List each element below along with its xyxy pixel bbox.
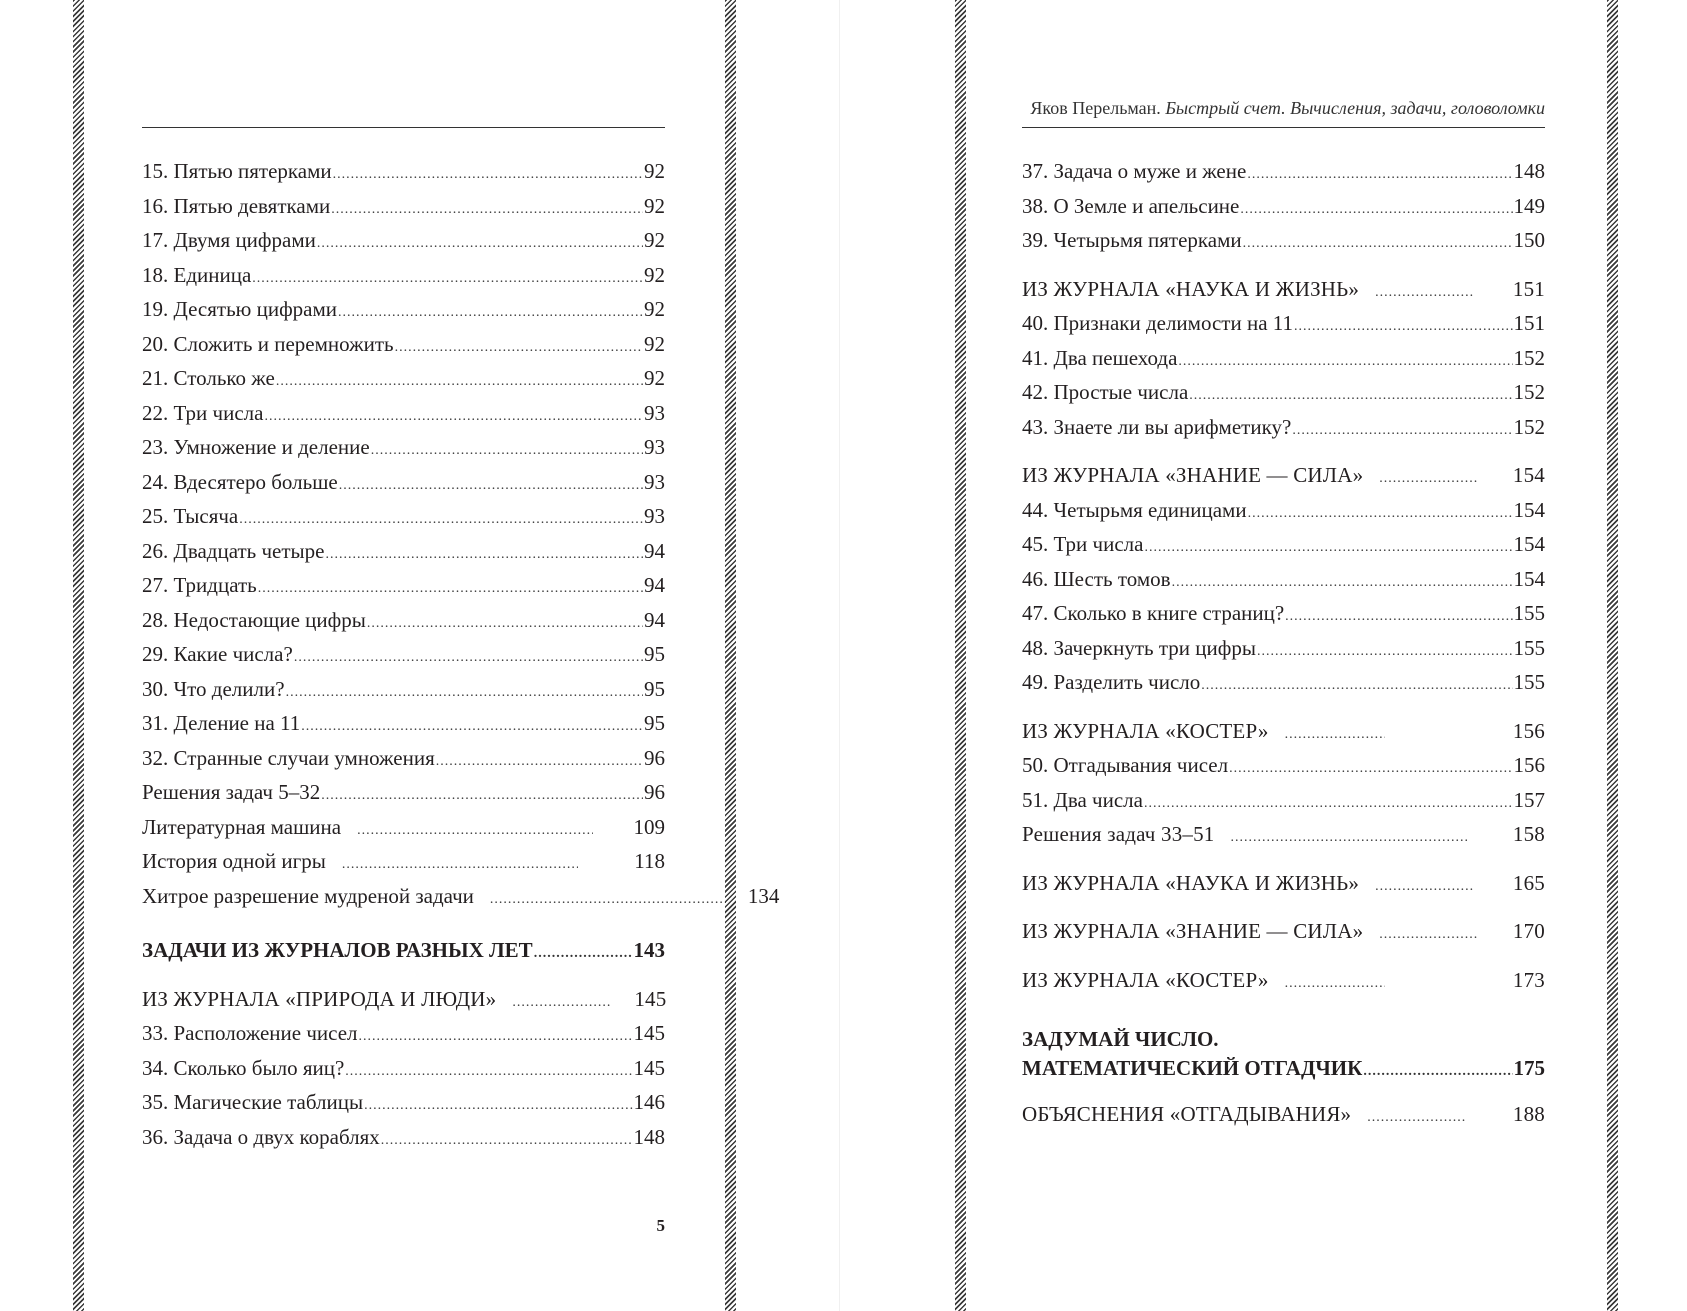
toc-entry-title: ИЗ ЖУРНАЛА «ЗНАНИЕ — СИЛА»: [1022, 919, 1364, 943]
toc-entry-title: 45. Три числа: [1022, 532, 1144, 556]
toc-group: [1022, 493, 1545, 700]
toc-entry-page: 156: [1512, 718, 1545, 743]
toc-leader-dots: [1231, 821, 1467, 856]
toc-entry[interactable]: [142, 465, 665, 500]
toc-leader-dots: [1379, 462, 1479, 497]
toc-journal-heading[interactable]: [1022, 914, 1545, 949]
toc-entry-title: 49. Разделить число: [1022, 670, 1201, 694]
rope-border-right-outer: [1607, 0, 1618, 1311]
toc-entry-title: 35. Магические таблицы: [142, 1090, 364, 1114]
toc-entry-page: 92: [644, 193, 665, 218]
toc-entry-title: 39. Четырьмя пятерками: [1022, 228, 1242, 252]
toc-entry-title: 20. Сложить и перемножить: [142, 331, 394, 356]
toc-entry-title: 51. Два числа: [1022, 787, 1143, 812]
toc-entry[interactable]: [1022, 817, 1545, 852]
toc-entry-page: 148: [633, 1124, 665, 1149]
toc-entry-title: 41. Два пешехода: [1022, 345, 1178, 370]
toc-list-right: [1022, 154, 1545, 1132]
toc-entry-page: 158: [1512, 822, 1545, 846]
toc-entry-title: 21. Столько же: [142, 366, 275, 390]
toc-leader-dots: [364, 1089, 632, 1124]
toc-entry-page: 92: [644, 228, 665, 252]
toc-leader-dots: [367, 607, 643, 642]
toc-entry-title: ИЗ ЖУРНАЛА «КОСТЕР»: [1022, 718, 1269, 743]
toc-entry-page: 143: [633, 938, 665, 962]
toc-entry-title: 50. Отгадывания чисел: [1022, 753, 1229, 777]
toc-leader-dots: [1229, 752, 1512, 787]
toc-leader-dots: [276, 365, 643, 400]
toc-journal-heading[interactable]: [1022, 963, 1545, 998]
toc-entry-page: 154: [1512, 463, 1545, 487]
toc-entry-title: 26. Двадцать четыре: [142, 538, 325, 563]
toc-entry[interactable]: [142, 258, 665, 293]
toc-entry-page: 96: [644, 745, 665, 770]
toc-entry[interactable]: [142, 637, 665, 672]
toc-entry[interactable]: [142, 706, 665, 741]
toc-entry-title: 29. Какие числа?: [142, 642, 293, 666]
toc-entry-page: 134: [747, 883, 780, 908]
toc-leader-dots: [333, 158, 643, 193]
toc-entry[interactable]: [142, 672, 665, 707]
toc-entry-page: 145: [633, 1021, 665, 1045]
toc-entry-page: 92: [644, 297, 665, 321]
header-rule: [142, 127, 665, 128]
toc-leader-dots: [258, 572, 643, 607]
toc-entry[interactable]: [1022, 665, 1545, 700]
toc-entry-page: 93: [644, 435, 665, 459]
toc-leader-dots: [1201, 669, 1512, 704]
rope-border-right-inner: [955, 0, 966, 1311]
toc-entry[interactable]: [1022, 375, 1545, 410]
toc-entry-page: 151: [1512, 276, 1545, 301]
toc-entry[interactable]: [142, 292, 665, 327]
rope-border-left-inner: [725, 0, 736, 1311]
toc-leader-dots: [325, 538, 643, 573]
toc-entry-title: 24. Вдесятеро больше: [142, 469, 338, 494]
toc-entry[interactable]: [142, 430, 665, 465]
rope-border-left-outer: [73, 0, 84, 1311]
toc-leader-dots: [1189, 379, 1512, 414]
toc-entry[interactable]: [142, 741, 665, 776]
toc-entry[interactable]: [142, 775, 665, 810]
toc-entry-page: 173: [1512, 967, 1545, 992]
toc-entry-page: 95: [644, 642, 665, 666]
toc-entry-page: 154: [1513, 532, 1545, 556]
toc-entry-title: 16. Пятью девятками: [142, 193, 331, 218]
toc-entry-page: 151: [1513, 311, 1545, 335]
toc-entry[interactable]: [142, 534, 665, 569]
toc-entry-page: 92: [644, 366, 665, 390]
toc-entry[interactable]: [1022, 493, 1545, 528]
toc-entry[interactable]: [1022, 223, 1545, 258]
toc-group: [1022, 154, 1545, 258]
toc-entry-title: 40. Признаки делимости на 11: [1022, 311, 1294, 335]
toc-entry-page: 152: [1513, 414, 1545, 439]
running-head-book-title: Быстрый счет. Вычисления, задачи, головоломки: [1165, 98, 1545, 118]
toc-entry-title: 36. Задача о двух кораблях: [142, 1124, 380, 1149]
toc-entry-title: 19. Десятью цифрами: [142, 297, 338, 321]
toc-entry[interactable]: [142, 189, 665, 224]
toc-group: [1022, 748, 1545, 817]
toc-leader-dots: [1292, 414, 1512, 449]
toc-leader-dots: [1379, 918, 1479, 953]
toc-entry-title: Литературная машина: [142, 814, 342, 839]
toc-leader-dots: [512, 986, 612, 1021]
toc-entry-page: 92: [644, 262, 665, 287]
toc-entry[interactable]: [1022, 306, 1545, 341]
toc-group: [142, 810, 780, 914]
toc-entry[interactable]: [142, 568, 665, 603]
toc-entry[interactable]: [142, 1120, 665, 1155]
toc-entry[interactable]: [1022, 410, 1545, 445]
toc-entry-page: 109: [633, 814, 665, 839]
toc-entry-title: 33. Расположение чисел: [142, 1021, 358, 1045]
toc-leader-dots: [264, 400, 643, 435]
toc-entry-page: 96: [644, 780, 665, 804]
toc-leader-dots: [339, 469, 643, 504]
toc-entry-page: 157: [1513, 787, 1545, 812]
toc-leader-dots: [1247, 158, 1512, 193]
toc-leader-dots: [239, 503, 643, 538]
toc-leader-dots: [1285, 600, 1512, 635]
toc-entry-page: 155: [1513, 601, 1545, 625]
toc-leader-dots: [371, 434, 643, 469]
toc-leader-dots: [1375, 276, 1475, 311]
toc-entry-title: Решения задач 33–51: [1022, 822, 1215, 846]
toc-leader-dots: [1178, 345, 1512, 380]
toc-entry[interactable]: [142, 327, 665, 362]
toc-leader-dots: [331, 193, 643, 228]
toc-entry-title: 31. Деление на 11: [142, 711, 301, 735]
toc-entry-title: ЗАДАЧИ ИЗ ЖУРНАЛОВ РАЗНЫХ ЛЕТ: [142, 938, 533, 962]
toc-leader-dots: [381, 1124, 633, 1159]
toc-entry[interactable]: [1022, 596, 1545, 631]
toc-entry-title: Решения задач 5–32: [142, 780, 321, 804]
toc-entry-page: 155: [1513, 670, 1545, 694]
toc-group: [142, 1016, 665, 1154]
toc-leader-dots: [286, 676, 643, 711]
toc-leader-dots: [1243, 227, 1513, 262]
toc-entry-page: 155: [1513, 635, 1545, 660]
toc-entry-title: 42. Простые числа: [1022, 380, 1189, 404]
toc-entry-title-line1: ЗАДУМАЙ ЧИСЛО.: [1022, 1027, 1219, 1051]
header-rule: [1022, 127, 1545, 128]
toc-entry-title-line2: МАТЕМАТИЧЕСКИЙ ОТГАДЧИК: [1022, 1056, 1363, 1080]
toc-entry[interactable]: [142, 810, 665, 845]
toc-entry-page: 149: [1513, 193, 1545, 218]
toc-leader-dots: [1363, 1057, 1512, 1086]
page-number: 5: [656, 1216, 665, 1235]
toc-journal-heading[interactable]: [1022, 866, 1545, 901]
toc-leader-dots: [490, 883, 726, 918]
toc-entry-page: 145: [633, 1055, 665, 1080]
toc-entry-page: 148: [1513, 159, 1545, 183]
toc-entry-page: 93: [644, 469, 665, 494]
toc-leader-dots: [294, 641, 643, 676]
toc-entry-page: 93: [644, 504, 665, 528]
toc-leader-dots: [1294, 310, 1512, 345]
toc-entry-page: 170: [1512, 919, 1545, 943]
toc-entry[interactable]: [1022, 527, 1545, 562]
toc-entry-title: ИЗ ЖУРНАЛА «НАУКА И ЖИЗНЬ»: [1022, 870, 1360, 895]
toc-entry-title: История одной игры: [142, 849, 326, 873]
toc-entry[interactable]: [142, 361, 665, 396]
toc-entry-page: 152: [1513, 345, 1545, 370]
toc-entry-title: ИЗ ЖУРНАЛА «НАУКА И ЖИЗНЬ»: [1022, 276, 1360, 301]
toc-entry[interactable]: [1022, 341, 1545, 376]
toc-leader-dots: [1144, 787, 1513, 822]
toc-entry[interactable]: [142, 223, 665, 258]
toc-entry-page: 175: [1513, 1056, 1545, 1080]
toc-leader-dots: [1144, 531, 1512, 566]
toc-journal-heading[interactable]: [1022, 272, 1545, 307]
toc-leader-dots: [359, 1020, 633, 1055]
toc-entry[interactable]: [1022, 748, 1545, 783]
toc-leader-dots: [1240, 193, 1512, 228]
toc-entry-title: 27. Тридцать: [142, 573, 257, 597]
toc-entry-title: Хитрое разрешение мудреной задачи: [142, 883, 474, 908]
toc-entry[interactable]: [142, 603, 665, 638]
toc-leader-dots: [534, 937, 633, 972]
toc-leader-dots: [357, 814, 593, 849]
toc-entry[interactable]: [142, 499, 665, 534]
toc-entry[interactable]: [142, 844, 665, 879]
toc-leader-dots: [345, 1055, 632, 1090]
toc-entry-page: 154: [1513, 497, 1545, 522]
toc-leader-dots: [252, 262, 643, 297]
toc-leader-dots: [301, 710, 643, 745]
toc-entry-title: 22. Три числа: [142, 400, 264, 425]
toc-leader-dots: [1375, 870, 1475, 905]
toc-leader-dots: [1172, 566, 1513, 601]
toc-entry-page: 152: [1513, 380, 1545, 404]
toc-entry-page: 94: [644, 607, 665, 632]
toc-entry-page: 145: [634, 986, 667, 1011]
toc-section-heading[interactable]: [1022, 1025, 1545, 1083]
toc-entry[interactable]: [142, 879, 780, 914]
book-gutter: [839, 0, 840, 1311]
toc-entry-title: 25. Тысяча: [142, 504, 239, 528]
toc-entry-title: ИЗ ЖУРНАЛА «ЗНАНИЕ — СИЛА»: [1022, 463, 1364, 487]
toc-entry-title: 23. Умножение и деление: [142, 435, 370, 459]
toc-section-heading[interactable]: [142, 933, 665, 968]
toc-entry-title: 48. Зачеркнуть три цифры: [1022, 635, 1256, 660]
toc-entry-page: 92: [644, 331, 665, 356]
toc-entry-title: 44. Четырьмя единицами: [1022, 497, 1247, 522]
toc-leader-dots: [338, 296, 643, 331]
toc-entry[interactable]: [1022, 783, 1545, 818]
toc-leader-dots: [436, 745, 643, 780]
toc-entry[interactable]: [1022, 189, 1545, 224]
toc-entry[interactable]: [1022, 562, 1545, 597]
toc-entry-title: ОБЪЯСНЕНИЯ «ОТГАДЫВАНИЯ»: [1022, 1102, 1352, 1126]
toc-entry-title: 37. Задача о муже и жене: [1022, 159, 1247, 183]
toc-entry-title: 46. Шесть томов: [1022, 566, 1171, 591]
toc-leader-dots: [395, 331, 643, 366]
toc-leader-dots: [1257, 635, 1513, 670]
toc-journal-heading[interactable]: [1022, 458, 1545, 493]
toc-entry-title: ИЗ ЖУРНАЛА «ПРИРОДА И ЛЮДИ»: [142, 986, 497, 1011]
toc-entry-page: 156: [1513, 753, 1545, 777]
toc-journal-heading[interactable]: [142, 982, 665, 1017]
toc-entry[interactable]: [142, 154, 665, 189]
toc-entry-title: 17. Двумя цифрами: [142, 228, 316, 252]
toc-entry-page: 94: [644, 538, 665, 563]
toc-entry-title: 34. Сколько было яиц?: [142, 1055, 345, 1080]
toc-entry-page: 165: [1512, 870, 1545, 895]
toc-entry-page: 94: [644, 573, 665, 597]
toc-entry[interactable]: [142, 396, 665, 431]
toc-group: [142, 154, 665, 810]
toc-entry-page: 92: [644, 159, 665, 183]
toc-group: [1022, 306, 1545, 444]
toc-entry[interactable]: [1022, 1097, 1545, 1132]
toc-leader-dots: [317, 227, 643, 262]
toc-journal-heading[interactable]: [1022, 714, 1545, 749]
toc-entry-page: 188: [1512, 1102, 1545, 1126]
toc-entry-page: 118: [634, 849, 665, 873]
toc-entry[interactable]: [1022, 631, 1545, 666]
toc-entry-page: 146: [633, 1090, 665, 1114]
toc-entry-title: 15. Пятью пятерками: [142, 159, 332, 183]
toc-leader-dots: [342, 848, 578, 883]
toc-entry-page: 154: [1513, 566, 1545, 591]
toc-entry[interactable]: [1022, 154, 1545, 189]
toc-leader-dots: [1285, 718, 1385, 753]
toc-leader-dots: [1367, 1101, 1467, 1136]
toc-entry-title: 43. Знаете ли вы арифметику?: [1022, 414, 1292, 439]
toc-entry[interactable]: [142, 1016, 665, 1051]
toc-entry-page: 93: [644, 400, 665, 425]
toc-entry-page: 95: [644, 711, 665, 735]
toc-leader-dots: [1248, 497, 1513, 532]
toc-leader-dots: [321, 779, 643, 814]
toc-leader-dots: [1285, 967, 1385, 1002]
toc-entry-page: 150: [1513, 228, 1545, 252]
toc-entry-title: ИЗ ЖУРНАЛА «КОСТЕР»: [1022, 967, 1269, 992]
toc-entry[interactable]: [142, 1085, 665, 1120]
toc-entry-title: 18. Единица: [142, 262, 252, 287]
toc-entry-title: 47. Сколько в книге страниц?: [1022, 601, 1285, 625]
toc-list-left: [142, 154, 780, 1154]
toc-entry[interactable]: [142, 1051, 665, 1086]
toc-entry-title: 38. О Земле и апельсине: [1022, 193, 1240, 218]
toc-entry-title: 28. Недостающие цифры: [142, 607, 366, 632]
toc-entry-page: 95: [644, 676, 665, 701]
toc-entry-title: 30. Что делили?: [142, 676, 285, 701]
running-head-author: Яков Перельман.: [1030, 98, 1161, 118]
toc-entry-title: 32. Странные случаи умножения: [142, 745, 435, 770]
running-head: [1030, 98, 1545, 119]
